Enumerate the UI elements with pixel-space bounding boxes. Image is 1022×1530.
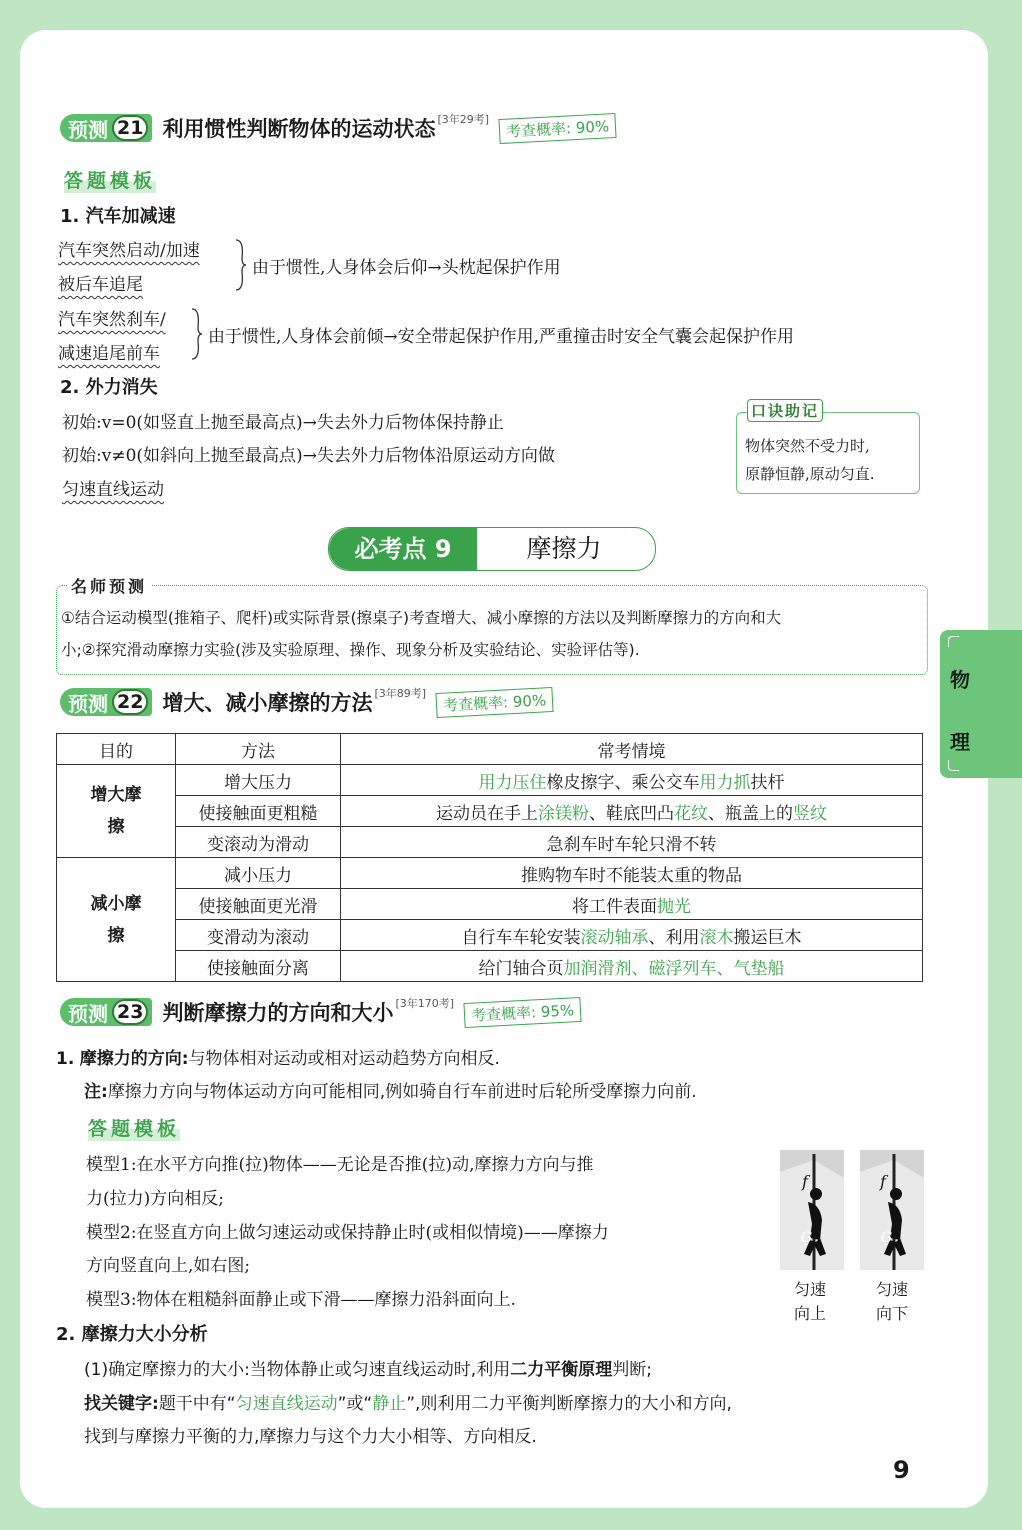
friction-p1: 1. 摩擦力的方向:与物体相对运动或相对运动趋势方向相反. [56,1049,500,1069]
inertia-a1: 汽车突然启动/加速 [58,241,200,261]
pred23-header [60,996,581,1028]
table-row [57,889,923,920]
teacher-label: 名师预测 [67,574,151,597]
climb-down-photo [860,1150,924,1270]
teacher-line1: ①结合运动模型(推箱子、爬杆)或实际背景(擦桌子)考查增大、减小摩擦的方法以及判断摩擦力的方向和大 [61,609,782,627]
pred23-badge: 预测 23 [60,998,152,1026]
fig1-g: G [801,1230,813,1246]
table-method: 使接触面更粗糙 [176,796,341,827]
fig2-f: f [880,1172,886,1191]
table-group-increase: 增大摩擦 [57,765,176,858]
mnemonic-line2: 原静恒静,原动匀直. [745,465,875,483]
brace-1 [234,238,248,292]
subject-tab [940,630,1022,778]
table-header-cell: 方法 [176,734,341,765]
table-row [57,920,923,951]
pred23-title: 判断摩擦力的方向和大小 [162,1001,394,1025]
table-row [57,796,923,827]
fig2-caption-b: 向下 [876,1304,909,1323]
teacher-box [56,577,928,675]
pred21-note: [3年29考] [437,113,490,126]
inertia-s2-title: 2. 外力消失 [60,377,158,398]
fig2-g: G [881,1230,893,1246]
model2-a: 模型2:在竖直方向上做匀速运动或保持静止时(或相似情境)——摩擦力 [86,1223,609,1243]
friction-note: 注:摩擦力方向与物体运动方向可能相同,例如骑自行车前进时后轮所受摩擦力向前. [84,1082,697,1102]
table-row [57,951,923,982]
pred21-prob: 考查概率: 90% [498,112,616,143]
table-scene: 将工件表面抛光 [341,889,923,920]
table-row [57,827,923,858]
pred23-prob: 考查概率: 95% [463,996,581,1027]
pred22-title: 增大、减小摩擦的方法 [162,691,373,715]
inertia-a-result: 由于惯性,人身体会后仰→头枕起保护作用 [252,258,561,278]
inertia-b1: 汽车突然刹车/ [58,310,166,330]
pred21-title: 利用惯性判断物体的运动状态 [162,117,436,141]
table-header-cell: 常考情境 [341,734,923,765]
subject-char-2: 理 [950,730,970,754]
pred23-number: 23 [112,999,148,1025]
model2-b: 方向竖直向上,如右图; [86,1256,251,1276]
table-method: 增大压力 [176,765,341,796]
pred22-header [60,686,553,718]
friction-keyword-line2: 找到与摩擦力平衡的力,摩擦力与这个力大小相等、方向相反. [84,1427,537,1447]
template-label-2: 答题模板 [88,1114,180,1141]
fig1-caption-a: 匀速 [794,1280,827,1299]
table-row [57,765,923,796]
teacher-line2: 小;②探究滑动摩擦力实验(涉及实验原理、操作、现象分析及实验结论、实验评估等). [61,641,640,659]
table-scene: 急刹车时车轮只滑不转 [341,827,923,858]
table-header-cell: 目的 [57,734,176,765]
friction-p2: 2. 摩擦力大小分析 [56,1324,208,1345]
subject-char-1: 物 [950,668,970,692]
page-number: 9 [893,1456,910,1484]
table-group-decrease: 减小摩擦 [57,858,176,982]
table-method: 使接触面分离 [176,951,341,982]
inertia-b2: 减速追尾前车 [58,344,160,364]
mnemonic-box [736,402,920,494]
fig2-caption-a: 匀速 [876,1280,909,1299]
template-label-1: 答题模板 [64,166,156,193]
friction-table [56,733,923,982]
table-method: 变滑动为滚动 [176,920,341,951]
friction-keyword: 找关键字:题干中有“匀速直线运动”或“静止”,则利用二力平衡判断摩擦力的大小和方向, [84,1394,732,1414]
pred22-number: 22 [112,689,148,715]
table-method: 变滚动为滑动 [176,827,341,858]
model1-a: 模型1:在水平方向推(拉)物体——无论是否推(拉)动,摩擦力方向与推 [86,1155,594,1175]
kp9-banner [328,527,656,571]
table-header-row [57,734,923,765]
mnemonic-label: 口诀助记 [747,399,823,422]
table-scene: 给门轴合页加润滑剂、磁浮列车、气垫船 [341,951,923,982]
fig1-caption-b: 向上 [794,1304,827,1323]
pred23-note: [3年170考] [395,997,455,1010]
inertia-c1: 初始:v=0(如竖直上抛至最高点)→失去外力后物体保持静止 [62,413,504,433]
pred21-header [60,112,616,144]
pred21-badge: 预测 21 [60,114,152,142]
model1-b: 力(拉力)方向相反; [86,1189,224,1209]
pred22-note: [3年89考] [374,687,427,700]
inertia-c2: 初始:v≠0(如斜向上抛至最高点)→失去外力后物体沿原运动方向做 [62,446,555,466]
inertia-b-result: 由于惯性,人身体会前倾→安全带起保护作用,严重撞击时安全气囊会起保护作用 [208,327,795,347]
table-row [57,858,923,889]
climb-up-photo [780,1150,844,1270]
table-scene: 自行车车轮安装滚动轴承、利用滚木搬运巨木 [341,920,923,951]
inertia-c3: 匀速直线运动 [62,480,164,500]
pred22-prob: 考查概率: 90% [435,686,553,717]
inertia-s1-title: 1. 汽车加减速 [60,206,176,227]
kp9-label: 必考点 9 [329,528,477,570]
kp9-title: 摩擦力 [526,534,602,563]
model3: 模型3:物体在粗糙斜面静止或下滑——摩擦力沿斜面向上. [86,1290,516,1310]
table-method: 减小压力 [176,858,341,889]
friction-s1: (1)确定摩擦力的大小:当物体静止或匀速直线运动时,利用二力平衡原理判断; [84,1360,652,1380]
table-scene: 用力压住橡皮擦字、乘公交车用力抓扶杆 [341,765,923,796]
pred22-badge: 预测 22 [60,688,152,716]
table-scene: 运动员在手上涂镁粉、鞋底凹凸花纹、瓶盖上的竖纹 [341,796,923,827]
pred21-number: 21 [112,115,148,141]
table-method: 使接触面更光滑 [176,889,341,920]
brace-2 [190,307,204,361]
inertia-a2: 被后车追尾 [58,275,143,295]
mnemonic-line1: 物体突然不受力时, [745,437,870,455]
fig1-f: f [802,1172,808,1191]
table-scene: 推购物车时不能装太重的物品 [341,858,923,889]
